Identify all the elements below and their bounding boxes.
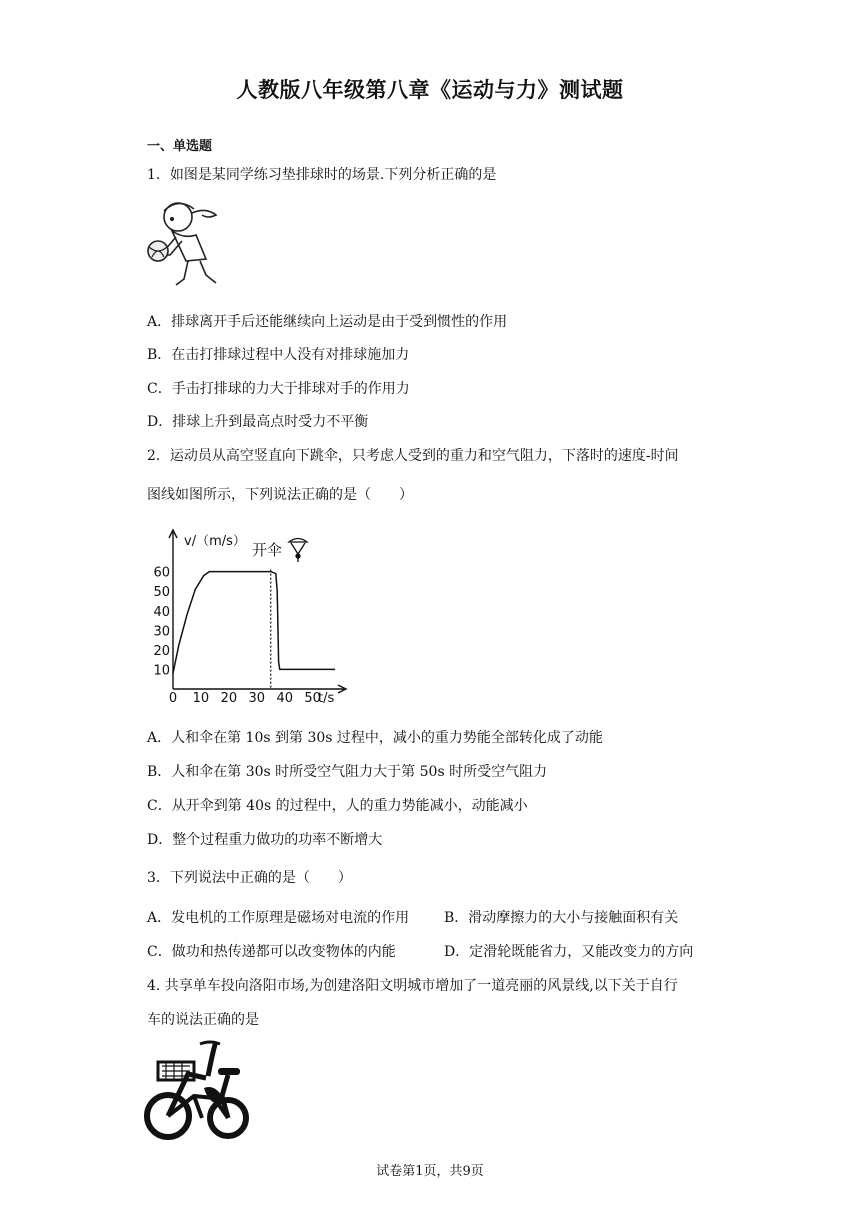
chart-annotation: 开伞: [252, 541, 283, 559]
y-tick-label-2: 30: [153, 624, 170, 640]
page-footer: 试卷第1页，共9页: [376, 1164, 484, 1179]
q2-stem-line1: 2．运动员从高空竖直向下跳伞，只考虑人受到的重力和空气阻力，下落时的速度-时间: [147, 448, 679, 464]
q1-option-c: C．手击打排球的力大于排球对手的作用力: [147, 381, 410, 397]
q3-option-b: B．滑动摩擦力的大小与接触面积有关: [444, 910, 679, 926]
y-axis-label: v/（m/s）: [184, 534, 246, 549]
q4-stem-line2: 车的说法正确的是: [147, 1012, 259, 1028]
q2-option-b: B．人和伞在第 30s 时所受空气阻力大于第 50s 时所受空气阻力: [147, 764, 548, 780]
q3-option-c: C．做功和热传递都可以改变物体的内能: [147, 944, 396, 960]
y-tick-label-0: 10: [153, 663, 170, 679]
q3-option-a: A．发电机的工作原理是磁场对电流的作用: [147, 910, 410, 926]
shared-bicycle-image: [144, 1038, 250, 1142]
q2-option-c: C．从开伞到第 40s 的过程中，人的重力势能减小，动能减小: [147, 798, 528, 814]
q3-option-d: D．定滑轮既能省力，又能改变力的方向: [444, 944, 694, 960]
x-tick-label-1: 10: [192, 691, 210, 706]
parachute-icon: [289, 539, 307, 563]
x-tick-label-4: 40: [276, 691, 293, 706]
x-axis-label: t/s: [318, 691, 335, 706]
y-tick-label-4: 50: [153, 585, 170, 601]
x-tick-label-5: 50: [304, 691, 321, 706]
y-tick-label-1: 20: [153, 643, 170, 659]
section-heading: 一、单选题: [147, 139, 213, 154]
q1-option-a: A．排球离开手后还能继续向上运动是由于受到惯性的作用: [147, 314, 508, 330]
q2-option-a: A．人和伞在第 10s 到第 30s 过程中，减小的重力势能全部转化成了动能: [147, 730, 603, 746]
y-tick-label-5: 60: [153, 565, 170, 581]
x-tick-label-0: 0: [168, 691, 178, 706]
q1-option-b: B．在击打排球过程中人没有对排球施加力: [147, 347, 410, 363]
q2-option-d: D．整个过程重力做功的功率不断增大: [147, 832, 383, 848]
q1-option-d: D．排球上升到最高点时受力不平衡: [147, 414, 369, 430]
x-tick-label-3: 30: [248, 691, 266, 706]
velocity-series-line-0: [173, 572, 335, 674]
q3-stem: 3．下列说法中正确的是（ ）: [147, 870, 352, 886]
page-title: 人教版八年级第八章《运动与力》测试题: [236, 78, 624, 102]
q2-stem-line2: 图线如图所示，下列说法正确的是（ ）: [147, 487, 413, 503]
volleyball-player-image: [142, 195, 224, 291]
x-tick-label-2: 20: [220, 691, 238, 706]
q1-stem: 1．如图是某同学练习垫排球时的场景.下列分析正确的是: [147, 167, 497, 183]
q4-stem-line1: 4. 共享单车投向洛阳市场,为创建洛阳文明城市增加了一道亮丽的风景线,以下关于自行: [147, 978, 678, 994]
velocity-time-chart: [148, 526, 353, 708]
y-tick-label-3: 40: [153, 604, 170, 620]
